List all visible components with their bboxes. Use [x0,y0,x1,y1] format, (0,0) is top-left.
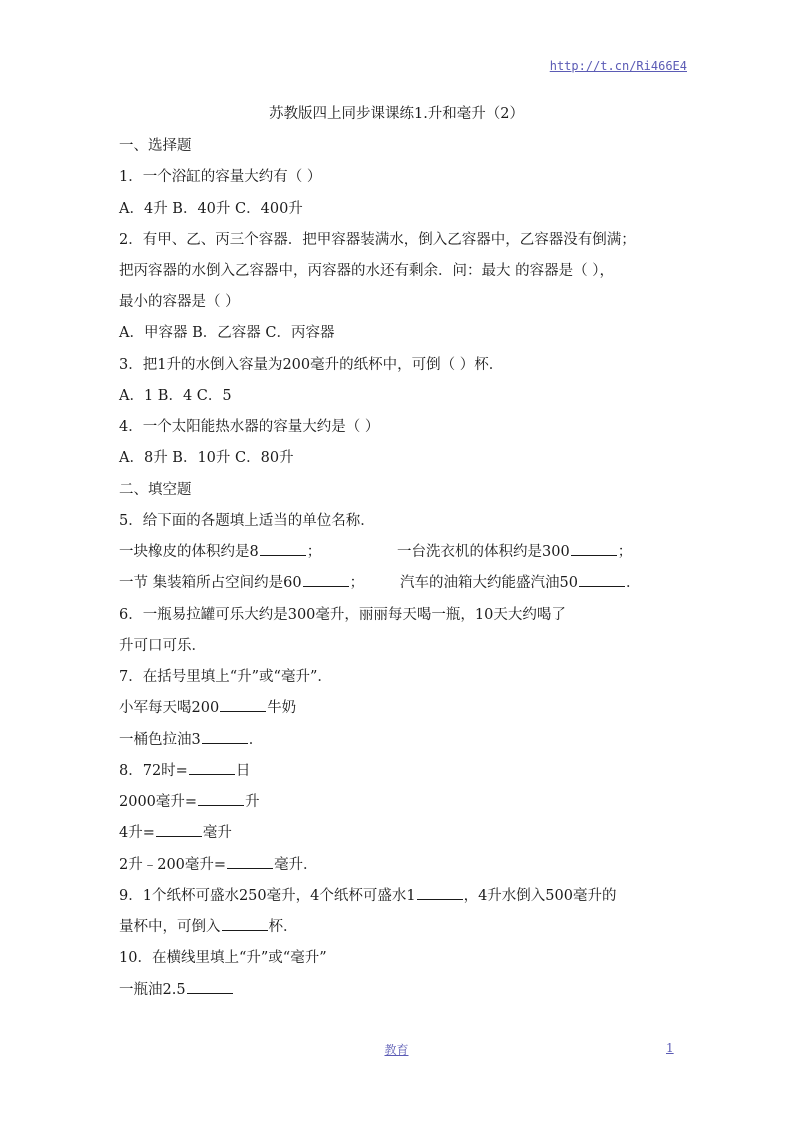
q9-line1 [119,884,616,905]
q5-b-text: 一台洗衣机的体积约是300 [397,544,570,560]
q7-a-blank[interactable] [220,697,266,712]
q8-a-blank[interactable] [189,760,235,775]
q2-options: A．甲容器 B．乙容器 C．丙容器 [119,325,335,341]
page-title: 苏教版四上同步课课练1.升和毫升（2） [268,106,525,122]
q5-b-end: ； [617,544,633,560]
q8-c-row [119,821,232,842]
q5-c-text: 一节 集装箱所占空间约是60 [119,575,302,591]
q9-line2-text: 量杯中，可倒入 [119,919,221,935]
q6-line1: 6．一瓶易拉罐可乐大约是300毫升，丽丽每天喝一瓶，10天大约喝了 [119,607,566,623]
q8-b-end: 升 [245,794,260,810]
q8-d-text: 2升﹣200毫升= [119,857,227,873]
q2-line1: 2．有甲、乙、丙三个容器．把甲容器装满水，倒入乙容器中，乙容器没有倒满； [119,232,636,248]
q7-b-text: 一桶色拉油3 [119,732,201,748]
q9-blank-1[interactable] [417,885,463,900]
q3-stem: 3．把1升的水倒入容量为200毫升的纸杯中，可倒（ ）杯． [119,357,504,373]
q7-b-row [119,728,263,749]
q4-stem: 4．一个太阳能热水器的容量大约是（ ） [119,419,380,435]
q5-row1-right [397,540,632,561]
q7-b-end: ． [248,732,264,748]
q1-options: A．4升 B．40升 C．400升 [119,201,303,217]
q4-options: A．8升 B．10升 C．80升 [119,450,294,466]
q7-b-blank[interactable] [202,729,248,744]
q5-d-end: ． [625,575,641,591]
q8-d-row [119,853,318,874]
q8-c-end: 毫升 [202,825,232,841]
q8-a-text: 8．72时= [119,763,188,779]
q9-line2 [119,915,298,936]
q9-line1-end: ，4升水倒入500毫升的 [463,888,617,904]
q8-c-blank[interactable] [156,822,202,837]
q8-c-text: 4升= [119,825,155,841]
footer-link[interactable]: 教育 [384,1043,409,1057]
q7-stem: 7．在括号里填上“升”或“毫升”． [119,669,332,685]
q9-blank-2[interactable] [222,916,268,931]
q10-a-text: 一瓶油2.5 [119,982,186,998]
q8-a-row [119,759,250,780]
q2-line2: 把丙容器的水倒入乙容器中，丙容器的水还有剩余．问：最大 的容器是（ ）， [119,263,614,279]
q5-a-blank[interactable] [260,541,306,556]
q6-line2: 升可口可乐． [119,638,206,654]
q5-row2-right [400,571,640,592]
q5-a-text: 一块橡皮的体积约是8 [119,544,259,560]
q3-options: A．1 B．4 C．5 [119,388,232,404]
q1-stem: 1．一个浴缸的容量大约有（ ） [119,169,322,185]
q8-d-blank[interactable] [227,854,273,869]
q10-a-row [119,978,234,999]
q5-c-blank[interactable] [303,572,349,587]
q8-b-blank[interactable] [198,791,244,806]
q5-d-blank[interactable] [579,572,625,587]
q8-b-row [119,790,260,811]
q7-a-row [119,696,296,717]
q10-a-blank[interactable] [187,979,233,994]
q5-c-end: ； [349,575,365,591]
q10-stem: 10．在横线里填上“升”或“毫升” [119,950,327,966]
q5-a-end: ； [306,544,322,560]
q8-b-text: 2000毫升= [119,794,198,810]
q5-b-blank[interactable] [571,541,617,556]
q7-a-end: 牛奶 [267,700,297,716]
header-link[interactable]: http://t.cn/Ri466E4 [549,59,687,73]
section-heading-choice: 一、选择题 [119,138,192,154]
q7-a-text: 小军每天喝200 [119,700,220,716]
q9-line2-end: 杯． [268,919,298,935]
page-number: 1 [666,1041,674,1055]
q9-line1-text: 9．1个纸杯可盛水250毫升，4个纸杯可盛水1 [119,888,416,904]
q5-d-text: 汽车的油箱大约能盛汽油50 [400,575,578,591]
section-heading-fill: 二、填空题 [119,482,192,498]
q5-row1 [119,540,321,561]
q5-row2 [119,571,364,592]
q8-d-end: 毫升． [274,857,318,873]
q5-stem: 5．给下面的各题填上适当的单位名称． [119,513,375,529]
q8-a-end: 日 [235,763,251,779]
q2-line3: 最小的容器是（ ） [119,294,240,310]
